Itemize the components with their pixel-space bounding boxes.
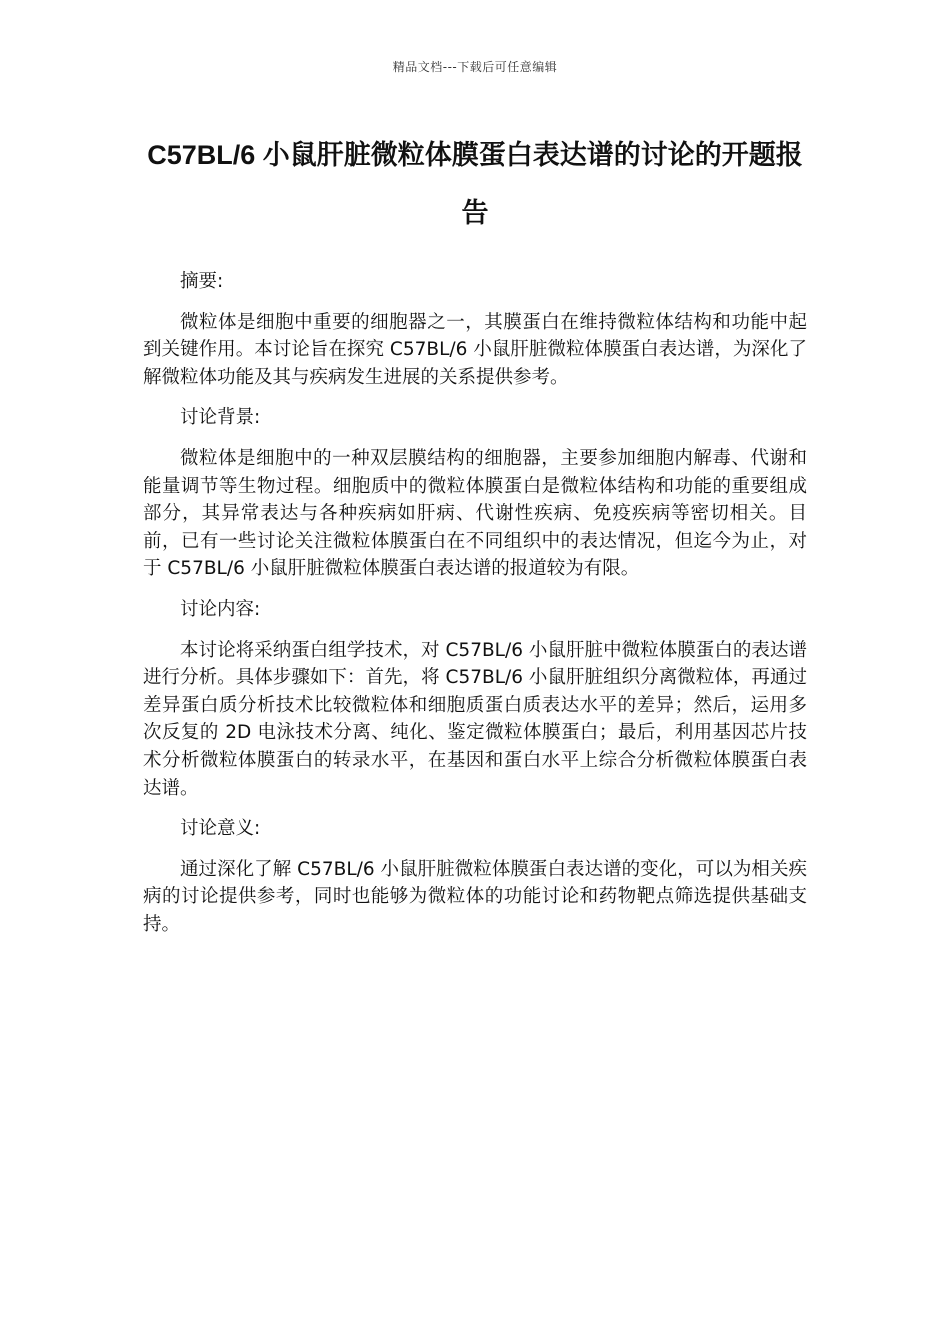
header-note: 精品文档---下载后可任意编辑 xyxy=(392,60,558,74)
paragraph-abstract: 微粒体是细胞中重要的细胞器之一，其膜蛋白在维持微粒体结构和功能中起到关键作用。本讨论旨在探究 C57BL/6 小鼠肝脏微粒体膜蛋白表达谱，为深化了解微粒体功能及其与疾病发生进展的关系提供参考。 xyxy=(143,311,807,388)
paragraph-content: 本讨论将采纳蛋白组学技术，对 C57BL/6 小鼠肝脏中微粒体膜蛋白的表达谱进行分析。具体步骤如下：首先，将 C57BL/6 小鼠肝脏组织分离微粒体，再通过差异蛋白质分析技术比较微粒体和细胞质蛋白质表达水平的差异；然后，运用多次反复的 2D 电泳技术分离、纯化、鉴定微粒体膜蛋白；最后，利用基因芯片技术分析微粒体膜蛋白的转录水平，在基因和蛋白水平上综合分析微粒体膜蛋白表达谱。 xyxy=(143,639,807,799)
paragraph-significance: 通过深化了解 C57BL/6 小鼠肝脏微粒体膜蛋白表达谱的变化，可以为相关疾病的讨论提供参考，同时也能够为微粒体的功能讨论和药物靶点筛选提供基础支持。 xyxy=(143,858,807,935)
document-body xyxy=(143,268,807,951)
paragraph-background: 微粒体是细胞中的一种双层膜结构的细胞器，主要参加细胞内解毒、代谢和能量调节等生物过程。细胞质中的微粒体膜蛋白是微粒体结构和功能的重要组成部分，其异常表达与各种疾病如肝病、代谢性疾病、免疫疾病等密切相关。目前，已有一些讨论关注微粒体膜蛋白在不同组织中的表达情况，但迄今为止，对于 C57BL/6 小鼠肝脏微粒体膜蛋白表达谱的报道较为有限。 xyxy=(143,447,807,580)
document-title: C57BL/6 小鼠肝脏微粒体膜蛋白表达谱的讨论的开题报告 xyxy=(147,140,803,228)
section-label-significance: 讨论意义: xyxy=(180,818,261,840)
section-label-content: 讨论内容: xyxy=(180,598,261,620)
section-label-background: 讨论背景: xyxy=(180,407,261,429)
section-label-abstract: 摘要: xyxy=(180,271,224,292)
